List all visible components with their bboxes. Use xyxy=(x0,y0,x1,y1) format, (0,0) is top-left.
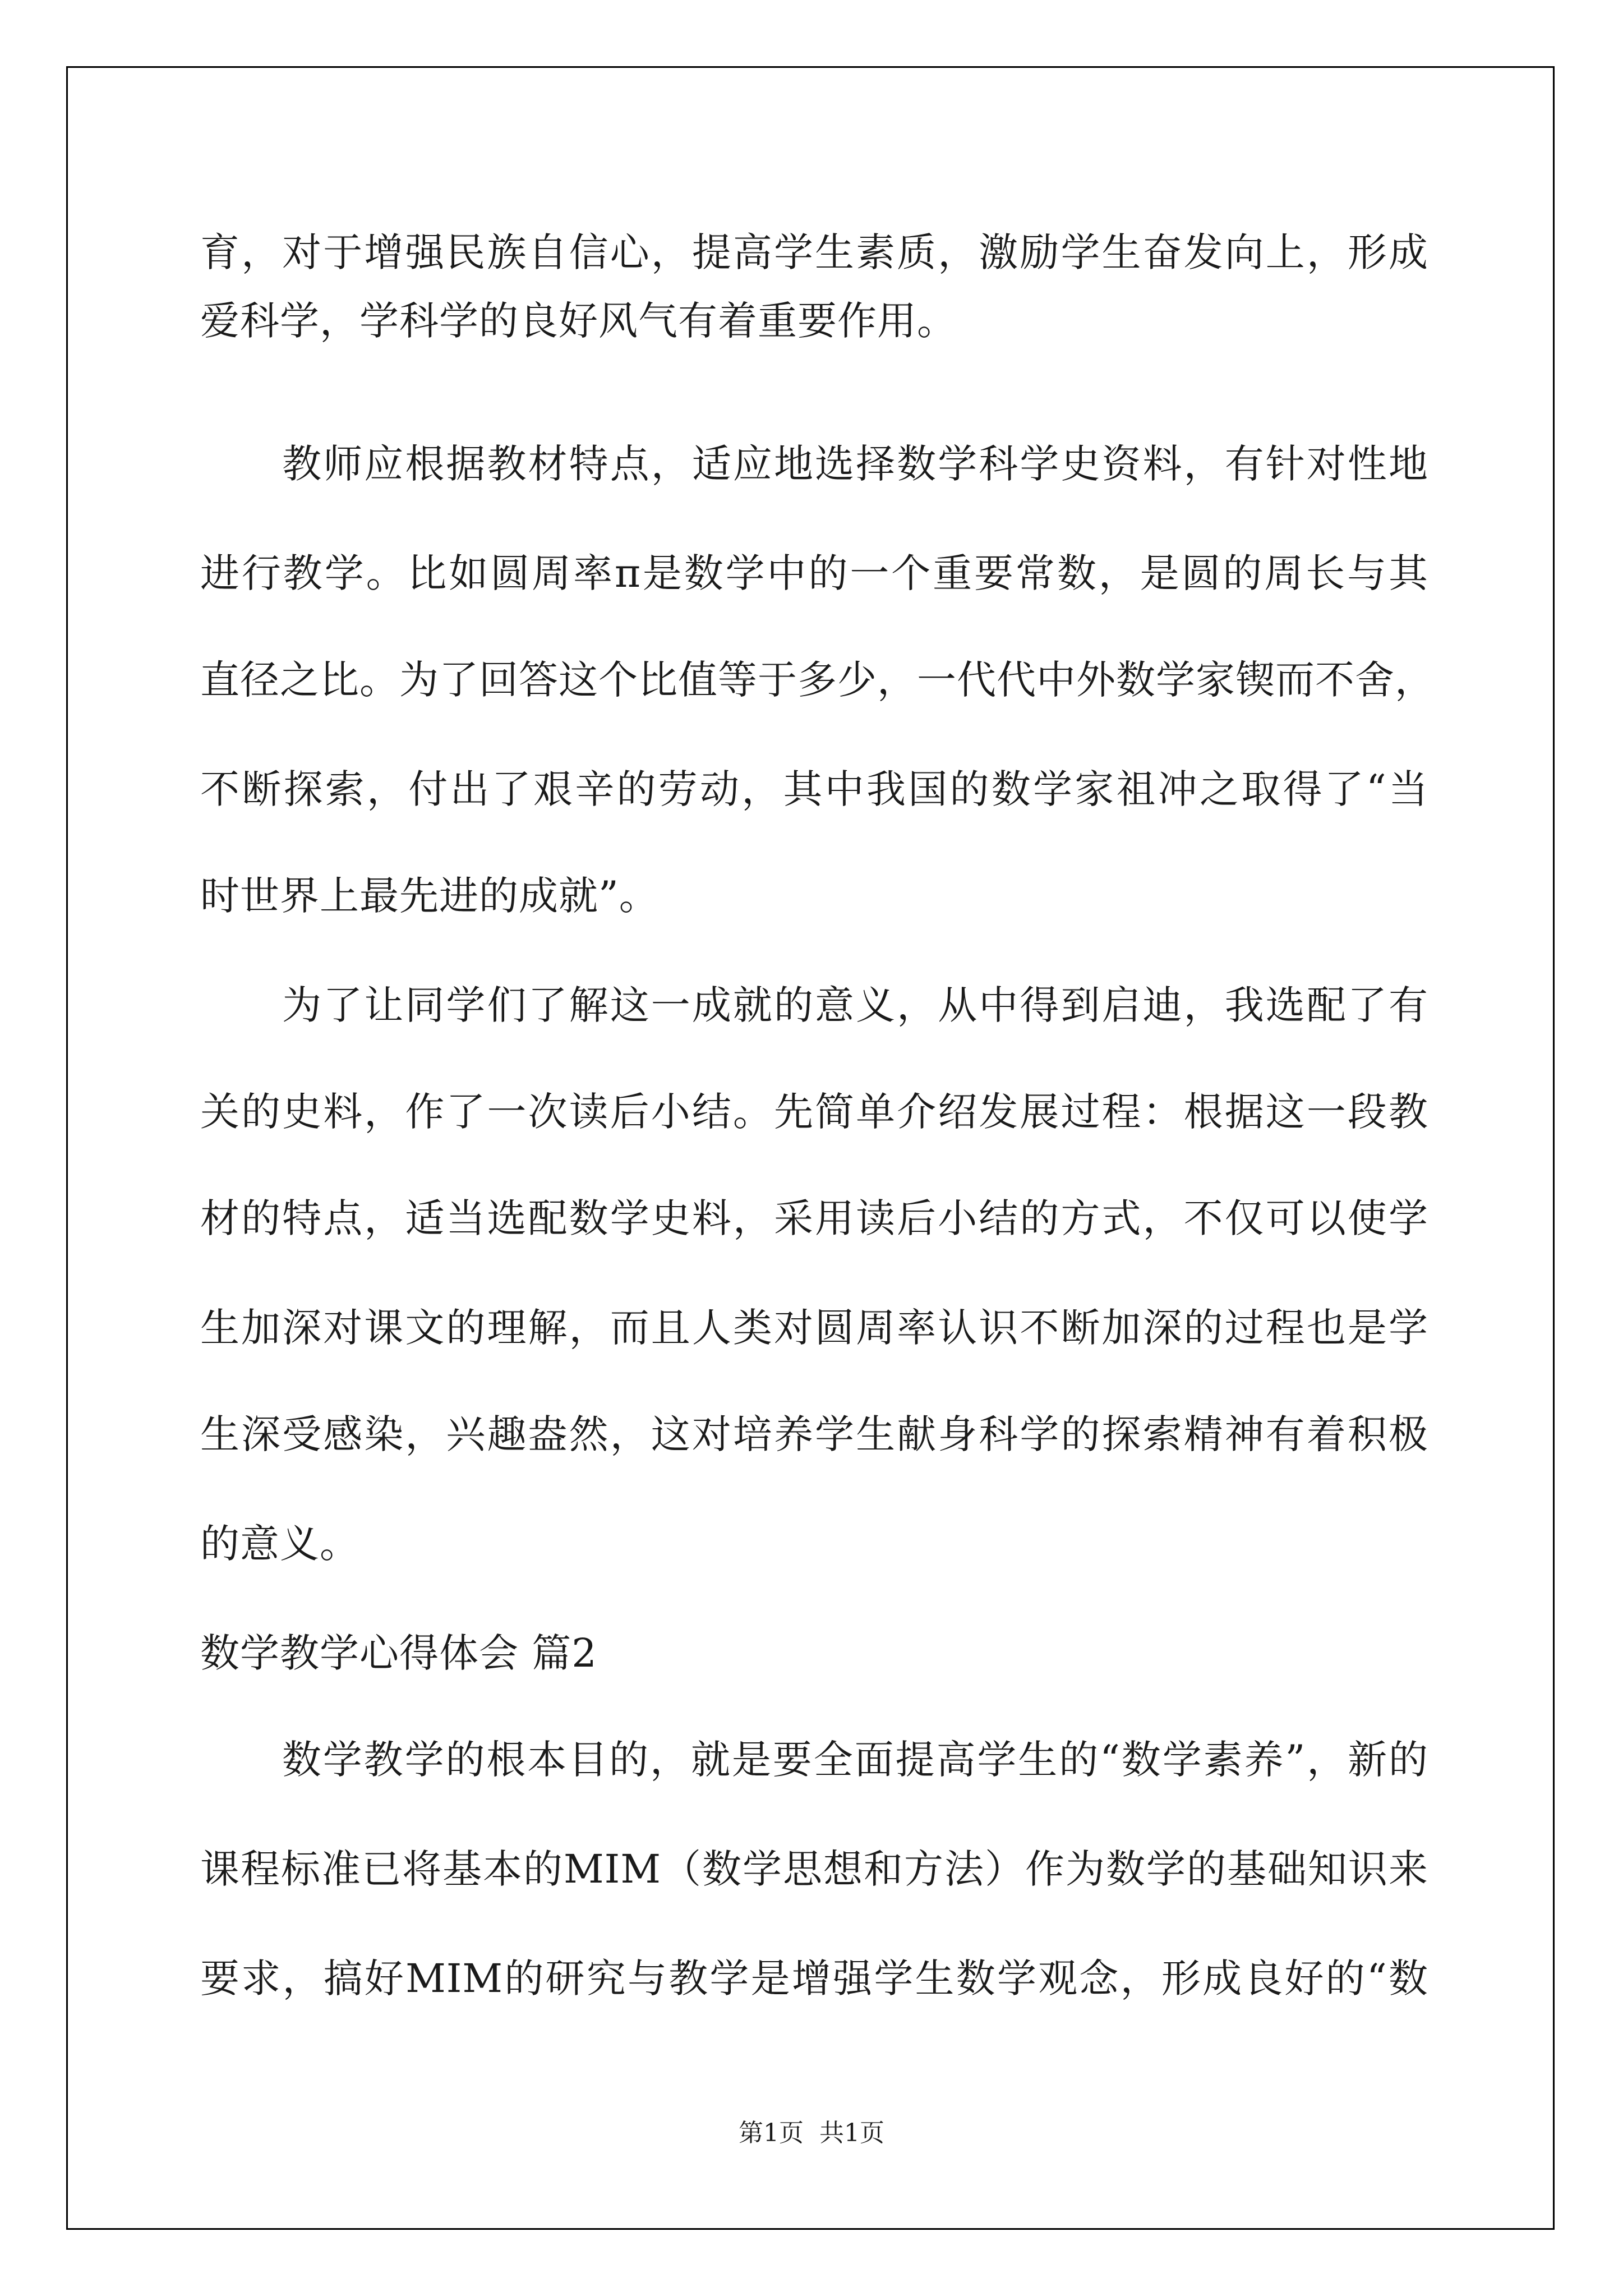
text-line: 直径之比。为了回答这个比值等于多少，一代代中外数学家锲而不舍， xyxy=(200,657,1435,703)
page-border xyxy=(66,66,1555,2230)
text-line: 教师应根据教材特点，适应地选择数学科学史资料，有针对性地 xyxy=(200,441,1428,487)
text-line: 时世界上最先进的成就”。 xyxy=(200,873,659,919)
text-line: 爱科学，学科学的良好风气有着重要作用。 xyxy=(200,298,957,344)
text-line: 的意义。 xyxy=(200,1521,359,1567)
text-line: 课程标准已将基本的MIM（数学思想和方法）作为数学的基础知识来 xyxy=(200,1846,1428,1892)
text-line: 进行教学。比如圆周率π是数学中的一个重要常数，是圆的周长与其 xyxy=(200,550,1428,596)
text-line: 生深受感染，兴趣盎然，这对培养学生献身科学的探索精神有着积极 xyxy=(200,1411,1428,1457)
text-line: 生加深对课文的理解，而且人类对圆周率认识不断加深的过程也是学 xyxy=(200,1305,1428,1351)
page-footer: 第1页 共1页 xyxy=(739,2119,884,2147)
text-line: 为了让同学们了解这一成就的意义，从中得到启迪，我选配了有 xyxy=(200,982,1428,1028)
section-heading: 数学教学心得体会 篇2 xyxy=(200,1630,597,1676)
text-line: 数学教学的根本目的，就是要全面提高学生的“数学素养”，新的 xyxy=(200,1737,1428,1783)
text-line: 材的特点，适当选配数学史料，采用读后小结的方式，不仅可以使学 xyxy=(200,1195,1428,1241)
text-line: 育，对于增强民族自信心，提高学生素质，激励学生奋发向上，形成 xyxy=(200,229,1428,275)
text-line: 不断探索，付出了艰辛的劳动，其中我国的数学家祖冲之取得了“当 xyxy=(200,766,1428,812)
text-line: 要求，搞好MIM的研究与教学是增强学生数学观念，形成良好的“数 xyxy=(200,1955,1428,2001)
text-line: 关的史料，作了一次读后小结。先简单介绍发展过程：根据这一段教 xyxy=(200,1089,1428,1135)
